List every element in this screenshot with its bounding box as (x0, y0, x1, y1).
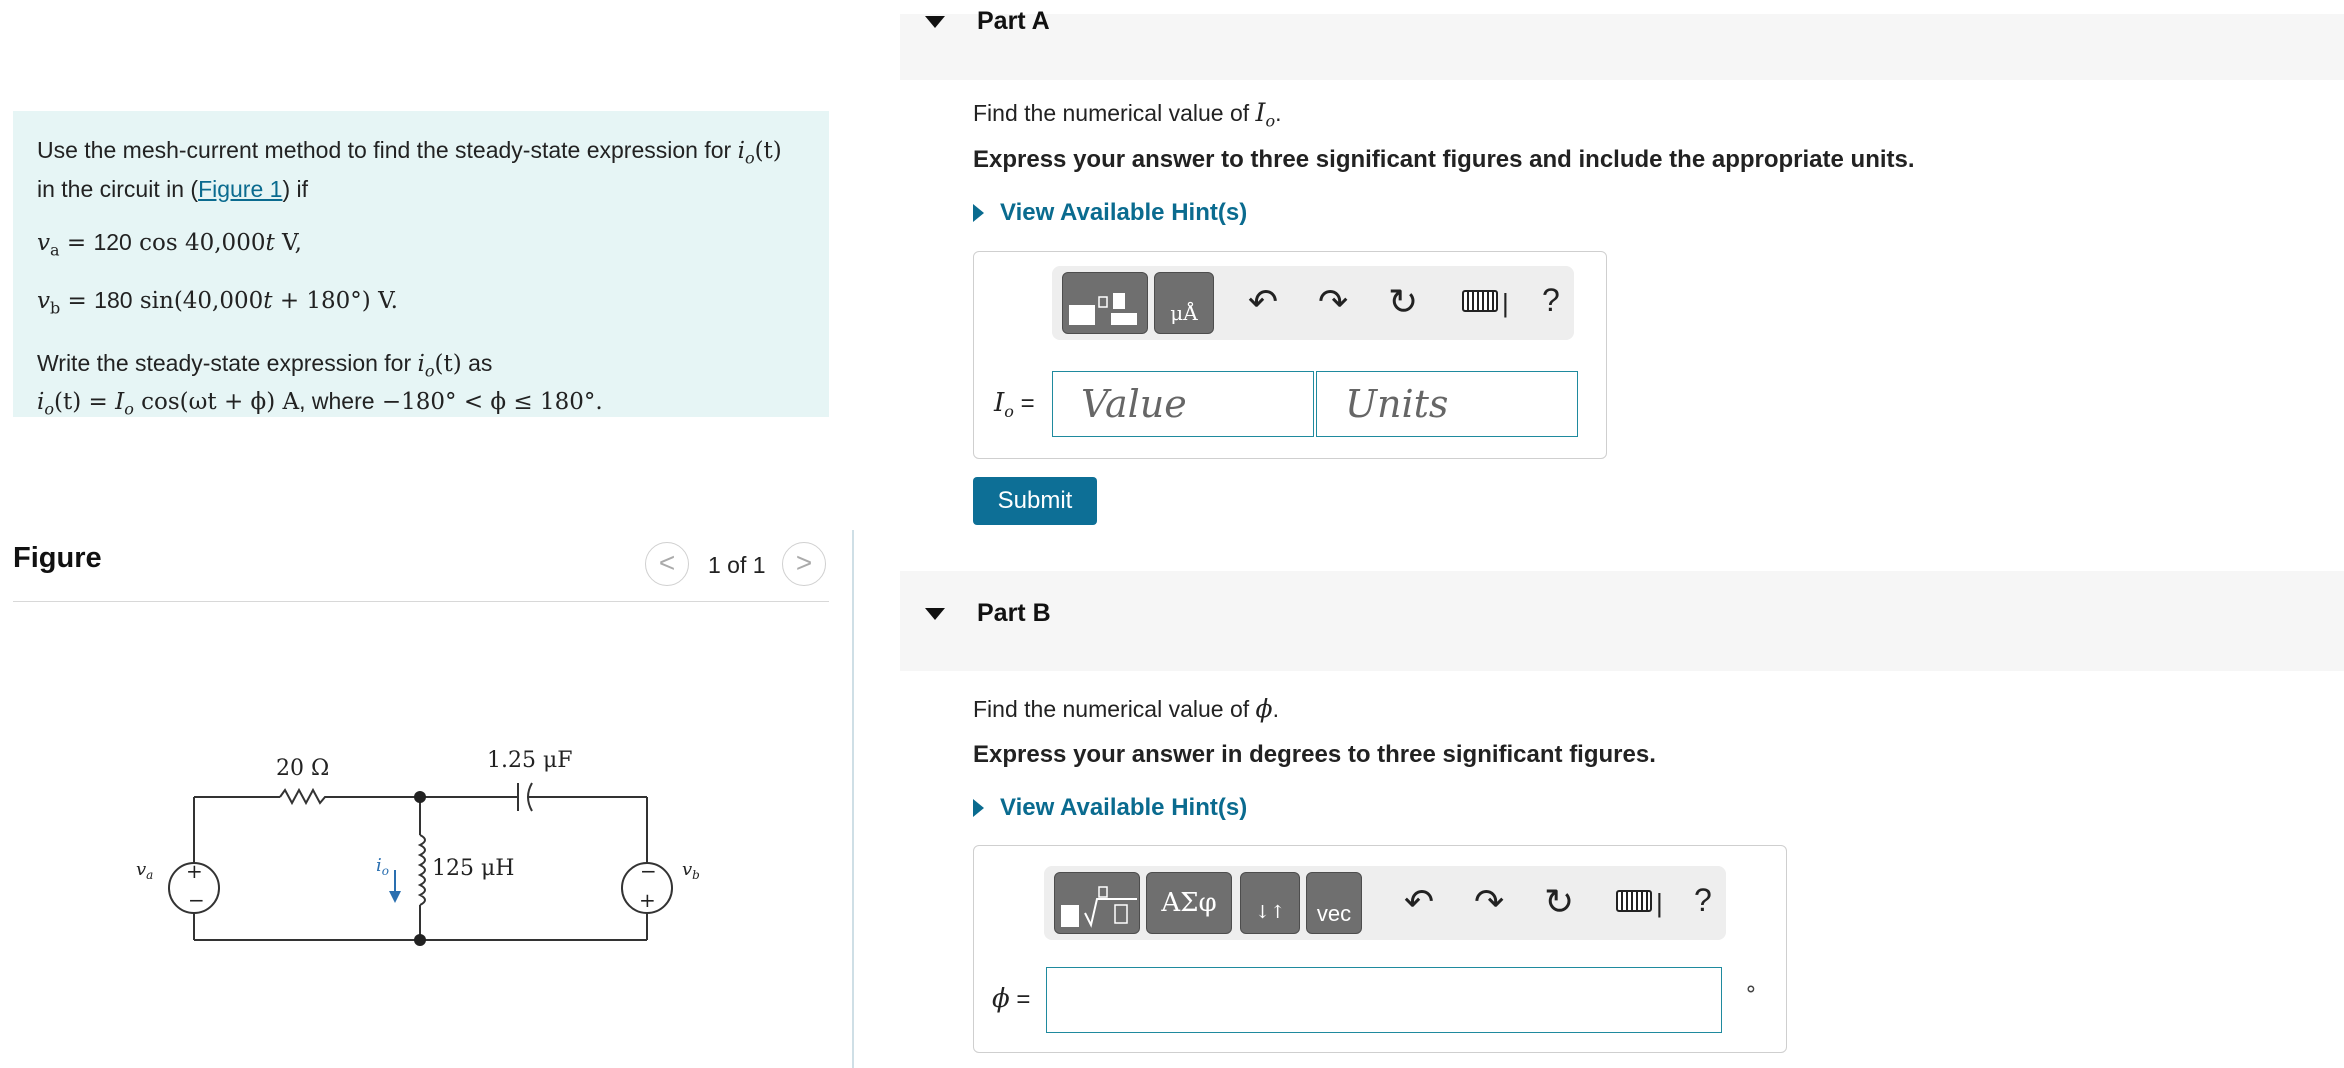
redo-icon[interactable]: ↷ (1474, 881, 1505, 922)
part-b-toolbar: ΑΣφ ↓↑ vec ↶ ↷ ↻ | ? (1044, 866, 1726, 940)
part-b-header[interactable] (900, 571, 2344, 671)
figure-title: Figure (13, 542, 102, 574)
reset-icon[interactable]: ↻ (1388, 281, 1419, 322)
templates-sqrt-icon (1055, 873, 1140, 934)
va-source-label: $v_a$ (136, 859, 154, 882)
arrows-button[interactable]: ↓↑ (1240, 872, 1300, 934)
vb-plus: + (639, 888, 656, 912)
units-button[interactable]: μÅ (1154, 272, 1214, 334)
problem-statement (13, 111, 829, 417)
templates-icon (1063, 273, 1148, 334)
intro-line2-post: ) if (282, 175, 308, 202)
templates-button[interactable] (1062, 272, 1148, 334)
vb-expression: $v_b = 180$ sin(40,000t + 180°) V. (37, 287, 398, 318)
units-input[interactable] (1316, 371, 1578, 437)
circuit-diagram (120, 735, 720, 965)
inductor-label: 125 μH (432, 856, 515, 881)
greek-symbols-button[interactable]: ΑΣφ (1146, 872, 1232, 934)
phi-input-label: ϕ = (992, 984, 1031, 1014)
undo-icon[interactable]: ↶ (1248, 281, 1279, 322)
part-b-title: Part B (977, 599, 1051, 627)
problem-intro (37, 135, 805, 205)
templates-button[interactable] (1054, 872, 1140, 934)
part-a-instruction: Express your answer to three significant figures and include the appropriate units. (973, 146, 1915, 173)
redo-icon[interactable]: ↷ (1318, 281, 1349, 322)
figure-1-link[interactable]: Figure 1 (198, 175, 283, 202)
vector-button[interactable]: vec (1306, 872, 1362, 934)
submit-button[interactable]: Submit (973, 477, 1097, 525)
part-a-question: Find the numerical value of $I_o$. (973, 98, 1282, 131)
figure-header (13, 540, 829, 602)
va-minus: − (188, 888, 205, 912)
part-a-answer-card (973, 251, 1607, 459)
expand-triangle-icon (973, 204, 984, 222)
figure-pager: 1 of 1 (708, 552, 766, 578)
help-button[interactable]: ? (1694, 882, 1712, 918)
reset-icon[interactable]: ↻ (1544, 881, 1575, 922)
vb-source-label: $v_b$ (682, 859, 700, 882)
io-label: $i_o$ (376, 855, 389, 878)
part-b-answer-card (973, 845, 1787, 1053)
collapse-caret-icon[interactable] (925, 608, 945, 620)
value-input[interactable] (1052, 371, 1314, 437)
node-bottom (414, 934, 426, 946)
part-b-question: Find the numerical value of ϕ. (973, 694, 1279, 723)
right-pane (900, 0, 2344, 1068)
expand-triangle-icon (973, 799, 984, 817)
keyboard-icon[interactable] (1616, 890, 1652, 912)
node-top (414, 791, 426, 803)
resistor-label: 20 Ω (276, 756, 330, 781)
keyboard-icon[interactable] (1462, 290, 1498, 312)
phi-answer-input[interactable] (1046, 967, 1722, 1033)
va-plus: + (186, 859, 203, 883)
write-instruction: Write the steady-state expression for $i_o(t)$ as $i_o(t) = I_o$ cos(ωt + ϕ) A, where −180° < ϕ ≤ 180°. (37, 349, 603, 419)
part-a-toolbar: μÅ ↶ ↷ ↻ | ? (1052, 266, 1574, 340)
part-a-header[interactable] (900, 7, 2344, 80)
left-pane (0, 0, 852, 1068)
part-b-hint-toggle[interactable]: View Available Hint(s) (973, 794, 1247, 822)
part-b-instruction: Express your answer in degrees to three significant figures. (973, 741, 1656, 768)
undo-icon[interactable]: ↶ (1404, 881, 1435, 922)
intro-var: $i_o(t)$ (737, 138, 782, 168)
prev-figure-button[interactable]: < (645, 542, 689, 586)
collapse-caret-icon[interactable] (925, 16, 945, 28)
help-button[interactable]: ? (1542, 282, 1560, 318)
intro-line2-pre: in the circuit in ( (37, 175, 199, 202)
capacitor-label: 1.25 μF (487, 748, 573, 773)
va-expression: $v_a = 120$ cos 40,000t V, (37, 228, 302, 260)
part-a-title: Part A (977, 7, 1050, 35)
vb-minus: − (640, 859, 657, 883)
intro-text: Use the mesh-current method to find the steady-state expression for (37, 137, 732, 163)
io-input-label: $I_o$ = (994, 388, 1035, 421)
pane-divider[interactable] (852, 530, 854, 1068)
next-figure-button[interactable]: > (782, 542, 826, 586)
degree-unit: ∘ (1744, 976, 1758, 1001)
part-a-hint-toggle[interactable]: View Available Hint(s) (973, 199, 1247, 227)
